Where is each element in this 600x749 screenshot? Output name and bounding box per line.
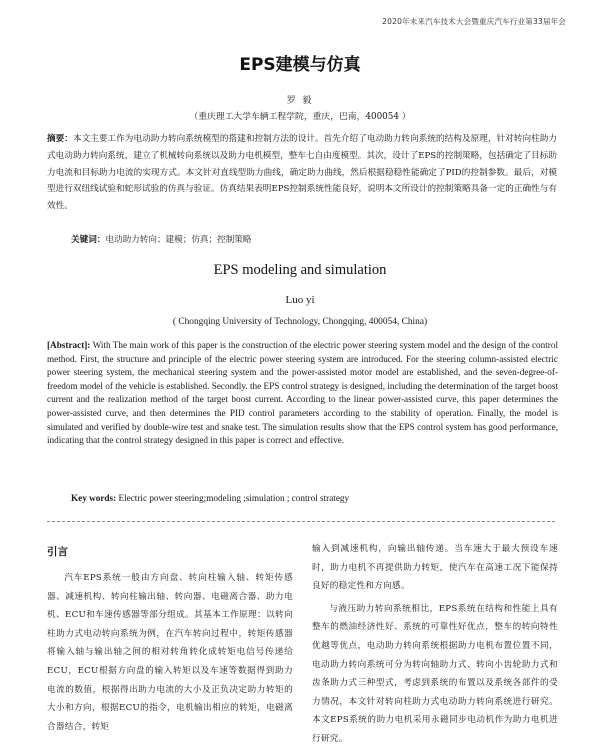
chinese-author: 罗 毅 — [286, 96, 314, 106]
right-column — [312, 540, 558, 749]
english-keywords-text: Electric power steering;modeling ;simulation ; control strategy — [116, 493, 350, 503]
english-affiliation: ( Chongqing University of Technology, Chongqing, 400054, China) — [172, 317, 428, 327]
chinese-keywords-text: 电动助力转向；建模；仿真；控制策略 — [105, 235, 252, 245]
chinese-title: EPS建模与仿真 — [239, 55, 361, 75]
section-divider — [47, 521, 555, 522]
chinese-abstract-text: 本文主要工作为电动助力转向系统模型的搭建和控制方法的设计。首先介绍了电动助力转向系统的结构及原理，针对转向柱助力式电动助力转向系统，建立了机械转向系统以及助力电机模型，整车七自由度模型。其次，设计了EPS的控制策略，包括确定了目标助力电流和目标助力电流的实现方式。本文针对直线型助力曲线，确定助力曲线，然后根据稳稳性能确定了PID的控制参数。最后，对模型进行双纽线试验和蛇形试验的仿真与验证。仿真结果表明EPS控制系统性能良好，说明本文所设计的控制策略具备一定的正确性与有效性。 — [47, 134, 557, 212]
left-column — [47, 538, 293, 736]
english-keywords-label: Key words: — [71, 493, 117, 503]
running-head: 2020年未来汽车技术大会暨重庆汽车行业第33届年会 — [382, 17, 566, 26]
chinese-abstract — [47, 131, 557, 215]
introduction-heading: 引言 — [47, 546, 68, 558]
intro-paragraph-continued: 输入到减速机构，向输出轴传递。当车速大于最大预设车速时，助力电机不再提供助力转矩，使汽车在高速工况下能保持良好的稳定性和方向感。 — [312, 544, 558, 592]
chinese-keywords-label: 关键词： — [71, 235, 106, 245]
intro-paragraph-left: 汽车EPS系统一般由方向盘、转向柱输入轴、转矩传感器、减速机构、转向柱输出轴、转向器、电磁离合器、助力电机、ECU和车速传感器等部分组成。其基本工作原理：以转向柱助力式电动转向系统为例，在汽车转向过程中，转矩传感器将输入轴与输出轴之间的相对转角转化成转矩电信号传递给ECU，ECU根据方向盘的输入转矩以及车速等数据得到助力电流的数值，根据得出助力电流的大小及正负决定助力转矩的大小和方向，根据ECU的指令，电机输出相应的转矩，电磁离合器结合，转矩 — [47, 573, 293, 732]
english-keywords — [71, 493, 561, 503]
intro-paragraph-comparison: 与液压助力转向系统相比，EPS系统在结构和性能上具有整车的燃油经济性好、系统的可靠性好优点，整车的转向特性优越等优点，电动助力转向系统根据助力电机布置位置不同，电动助力转向系统可分为转向轴助力式、转向小齿轮助力式和齿条助力式三种型式，考虑到系统的布置以及系统各部件的受力情况，本文针对转向柱助力式电动助力转向系统进行研究。本文EPS系统的助力电机采用永磁同步电动机作为助力电机进行研究。 — [312, 603, 558, 744]
chinese-keywords — [71, 233, 561, 245]
english-author: Luo yi — [285, 294, 315, 306]
english-abstract-text: With The main work of this paper is the construction of the electric power steering system model and the design of the control method. First, the structure and principle of the electric power steering system are introduced. For the steering column-assisted electric power steering system, the mechanical steering system and the power-assisted motor model are established, and the seven-degree-of-freedom model of the vehicle is established. Secondly. the EPS control strategy is designed, including the determination of the target boost current and the realization method of the target boost current. According to the linear power-assisted curve, this paper determines the power-assisted curve, and then determines the PID control parameters according to the stability of operation. Finally, the model is simulated and verified by double-wire test and snake test. The simulation results show that the EPS control system has good performance, indicating that the control strategy designed in this paper is correct and effective. — [47, 340, 558, 446]
english-abstract — [47, 339, 558, 448]
english-title: EPS modeling and simulation — [213, 262, 387, 278]
chinese-abstract-label: 摘要： — [47, 134, 73, 144]
english-abstract-label: [Abstract]: — [47, 340, 91, 350]
chinese-affiliation: （重庆理工大学车辆工程学院，重庆，巴南，400054 ） — [189, 112, 411, 122]
